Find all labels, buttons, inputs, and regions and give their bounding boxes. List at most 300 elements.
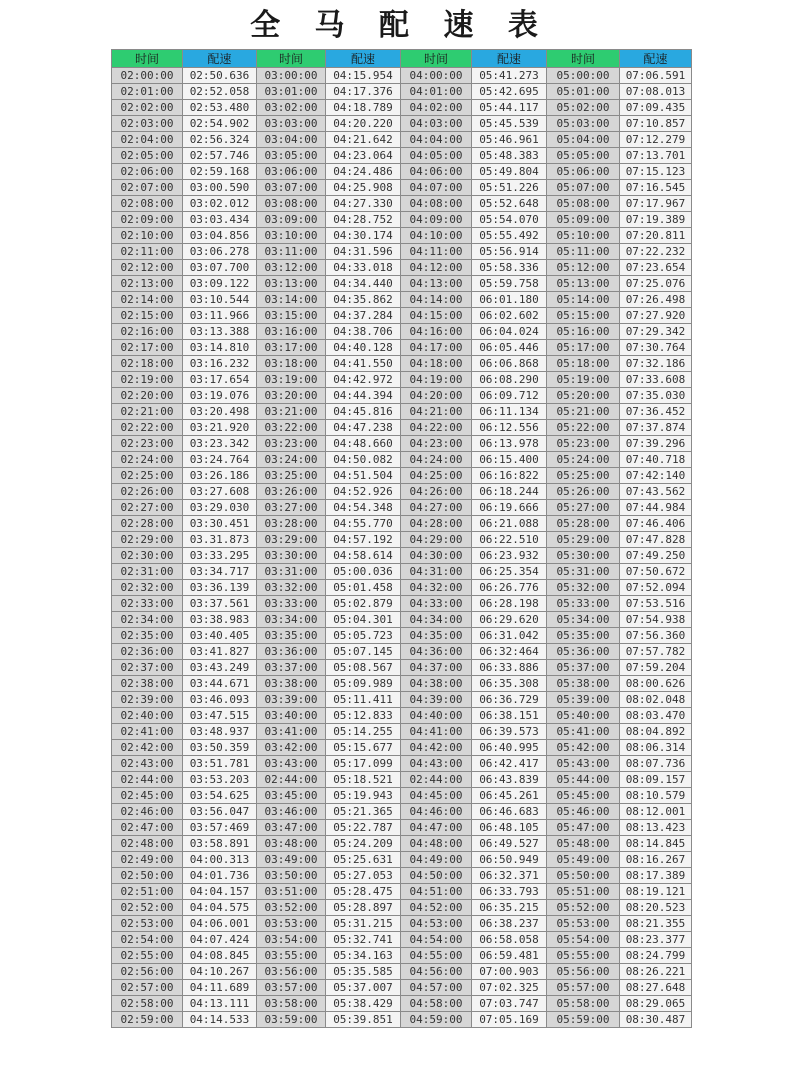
pace-cell: 08:26.221 (620, 964, 692, 980)
pace-cell: 02:54.902 (183, 116, 257, 132)
pace-cell: 04:44.394 (326, 388, 401, 404)
finish-time-cell: 04:48:00 (401, 836, 472, 852)
pace-cell: 05:44.117 (472, 100, 547, 116)
pace-cell: 05:42.695 (472, 84, 547, 100)
finish-time-cell: 03:27:00 (257, 500, 326, 516)
table-row (112, 628, 692, 644)
pace-cell: 03:27.608 (183, 484, 257, 500)
finish-time-cell: 02:54:00 (112, 932, 183, 948)
pace-cell: 04:23.064 (326, 148, 401, 164)
pace-cell: 05:07.145 (326, 644, 401, 660)
pace-cell: 06:43.839 (472, 772, 547, 788)
pace-cell: 07:15.123 (620, 164, 692, 180)
pace-cell: 07:53.516 (620, 596, 692, 612)
table-row (112, 244, 692, 260)
pace-cell: 03:50.359 (183, 740, 257, 756)
table-row (112, 164, 692, 180)
pace-cell: 07:26.498 (620, 292, 692, 308)
finish-time-cell: 02:41:00 (112, 724, 183, 740)
finish-time-cell: 03:48:00 (257, 836, 326, 852)
pace-cell: 05:02.879 (326, 596, 401, 612)
finish-time-cell: 02:58:00 (112, 996, 183, 1012)
finish-time-cell: 05:40:00 (547, 708, 620, 724)
pace-cell: 04:52.926 (326, 484, 401, 500)
table-header-row (112, 50, 692, 68)
pace-cell: 06:38.237 (472, 916, 547, 932)
table-row (112, 596, 692, 612)
pace-cell: 05:52.648 (472, 196, 547, 212)
finish-time-cell: 02:48:00 (112, 836, 183, 852)
finish-time-cell: 04:57:00 (401, 980, 472, 996)
table-row (112, 564, 692, 580)
pace-cell: 08:17.389 (620, 868, 692, 884)
pace-cell: 06:23.932 (472, 548, 547, 564)
pace-cell: 04:55.770 (326, 516, 401, 532)
finish-time-cell: 03:14:00 (257, 292, 326, 308)
table-row (112, 356, 692, 372)
finish-time-cell: 05:29:00 (547, 532, 620, 548)
pace-cell: 04:20.220 (326, 116, 401, 132)
finish-time-cell: 02:53:00 (112, 916, 183, 932)
table-row (112, 468, 692, 484)
pace-cell: 07:49.250 (620, 548, 692, 564)
finish-time-cell: 02:29:00 (112, 532, 183, 548)
finish-time-cell: 03:50:00 (257, 868, 326, 884)
finish-time-cell: 03:13:00 (257, 276, 326, 292)
finish-time-cell: 05:25:00 (547, 468, 620, 484)
pace-cell: 06:49.527 (472, 836, 547, 852)
pace-cell: 05:25.631 (326, 852, 401, 868)
finish-time-cell: 05:53:00 (547, 916, 620, 932)
pace-cell: 04:13.111 (183, 996, 257, 1012)
pace-cell: 04:37.284 (326, 308, 401, 324)
pace-cell: 04:11.689 (183, 980, 257, 996)
finish-time-cell: 03:04:00 (257, 132, 326, 148)
finish-time-cell: 05:08:00 (547, 196, 620, 212)
finish-time-cell: 02:24:00 (112, 452, 183, 468)
finish-time-cell: 02:46:00 (112, 804, 183, 820)
pace-cell: 06:29.620 (472, 612, 547, 628)
pace-cell: 05:04.301 (326, 612, 401, 628)
finish-time-cell: 03:07:00 (257, 180, 326, 196)
pace-cell: 06:39.573 (472, 724, 547, 740)
table-row (112, 996, 692, 1012)
pace-cell: 06:13.978 (472, 436, 547, 452)
pace-cell: 05:15.677 (326, 740, 401, 756)
table-row (112, 820, 692, 836)
finish-time-cell: 05:59:00 (547, 1012, 620, 1028)
finish-time-cell: 02:05:00 (112, 148, 183, 164)
finish-time-cell: 05:58:00 (547, 996, 620, 1012)
pace-cell: 06:50.949 (472, 852, 547, 868)
pace-cell: 05:19.943 (326, 788, 401, 804)
finish-time-cell: 05:03:00 (547, 116, 620, 132)
pace-cell: 07:46.406 (620, 516, 692, 532)
table-row (112, 884, 692, 900)
finish-time-cell: 05:07:00 (547, 180, 620, 196)
table-row (112, 196, 692, 212)
finish-time-cell: 02:42:00 (112, 740, 183, 756)
pace-cell: 06:19.666 (472, 500, 547, 516)
pace-cell: 08:14.845 (620, 836, 692, 852)
pace-cell: 07:33.608 (620, 372, 692, 388)
pace-cell: 08:09.157 (620, 772, 692, 788)
table-row (112, 852, 692, 868)
pace-cell: 04:42.972 (326, 372, 401, 388)
pace-cell: 07:50.672 (620, 564, 692, 580)
pace-cell: 06:32:464 (472, 644, 547, 660)
finish-time-cell: 05:47:00 (547, 820, 620, 836)
finish-time-cell: 02:33:00 (112, 596, 183, 612)
finish-time-cell: 03:37:00 (257, 660, 326, 676)
pace-cell: 03:13.388 (183, 324, 257, 340)
pace-cell: 06:01.180 (472, 292, 547, 308)
pace-cell: 03:10.544 (183, 292, 257, 308)
pace-cell: 03:57:469 (183, 820, 257, 836)
pace-cell: 04:17.376 (326, 84, 401, 100)
pace-cell: 07:17.967 (620, 196, 692, 212)
pace-cell: 04:58.614 (326, 548, 401, 564)
finish-time-cell: 04:41:00 (401, 724, 472, 740)
pace-cell: 06:32.371 (472, 868, 547, 884)
finish-time-cell: 05:30:00 (547, 548, 620, 564)
finish-time-cell: 04:06:00 (401, 164, 472, 180)
finish-time-cell: 02:47:00 (112, 820, 183, 836)
finish-time-cell: 05:42:00 (547, 740, 620, 756)
pace-cell: 03:16.232 (183, 356, 257, 372)
pace-cell: 07:44.984 (620, 500, 692, 516)
pace-cell: 07:32.186 (620, 356, 692, 372)
pace-cell: 03:29.030 (183, 500, 257, 516)
finish-time-cell: 02:11:00 (112, 244, 183, 260)
finish-time-cell: 02:32:00 (112, 580, 183, 596)
pace-cell: 07:03.747 (472, 996, 547, 1012)
pace-cell: 07:16.545 (620, 180, 692, 196)
finish-time-cell: 05:51:00 (547, 884, 620, 900)
finish-time-cell: 04:01:00 (401, 84, 472, 100)
pace-cell: 04:27.330 (326, 196, 401, 212)
table-row (112, 100, 692, 116)
finish-time-cell: 02:16:00 (112, 324, 183, 340)
finish-time-cell: 03:03:00 (257, 116, 326, 132)
pace-cell: 06:42.417 (472, 756, 547, 772)
pace-cell: 03:34.717 (183, 564, 257, 580)
pace-cell: 06:02.602 (472, 308, 547, 324)
finish-time-cell: 04:45:00 (401, 788, 472, 804)
table-row (112, 276, 692, 292)
pace-cell: 06:33.886 (472, 660, 547, 676)
finish-time-cell: 04:21:00 (401, 404, 472, 420)
finish-time-cell: 03:49:00 (257, 852, 326, 868)
finish-time-cell: 02:38:00 (112, 676, 183, 692)
finish-time-cell: 05:55:00 (547, 948, 620, 964)
finish-time-cell: 03:34:00 (257, 612, 326, 628)
header-time: 时间 (401, 50, 472, 68)
pace-cell: 08:06.314 (620, 740, 692, 756)
pace-cell: 08:24.799 (620, 948, 692, 964)
pace-cell: 03:44.671 (183, 676, 257, 692)
pace-cell: 05:11.411 (326, 692, 401, 708)
table-row (112, 724, 692, 740)
finish-time-cell: 04:33:00 (401, 596, 472, 612)
pace-cell: 05:55.492 (472, 228, 547, 244)
finish-time-cell: 04:34:00 (401, 612, 472, 628)
finish-time-cell: 05:19:00 (547, 372, 620, 388)
pace-cell: 05:59.758 (472, 276, 547, 292)
pace-cell: 02:53.480 (183, 100, 257, 116)
pace-cell: 04:34.440 (326, 276, 401, 292)
finish-time-cell: 04:42:00 (401, 740, 472, 756)
table-row (112, 84, 692, 100)
table-row (112, 148, 692, 164)
pace-cell: 03:17.654 (183, 372, 257, 388)
finish-time-cell: 03:19:00 (257, 372, 326, 388)
finish-time-cell: 02:04:00 (112, 132, 183, 148)
pace-cell: 06:28.198 (472, 596, 547, 612)
pace-cell: 07:20.811 (620, 228, 692, 244)
pace-cell: 04:51.504 (326, 468, 401, 484)
table-row (112, 532, 692, 548)
finish-time-cell: 02:56:00 (112, 964, 183, 980)
pace-cell: 07:37.874 (620, 420, 692, 436)
finish-time-cell: 02:09:00 (112, 212, 183, 228)
finish-time-cell: 03:43:00 (257, 756, 326, 772)
finish-time-cell: 04:25:00 (401, 468, 472, 484)
finish-time-cell: 05:48:00 (547, 836, 620, 852)
finish-time-cell: 02:44:00 (401, 772, 472, 788)
pace-cell: 07:27.920 (620, 308, 692, 324)
finish-time-cell: 05:36:00 (547, 644, 620, 660)
pace-cell: 07:19.389 (620, 212, 692, 228)
pace-cell: 05:00.036 (326, 564, 401, 580)
pace-cell: 08:23.377 (620, 932, 692, 948)
finish-time-cell: 03:01:00 (257, 84, 326, 100)
table-row (112, 292, 692, 308)
finish-time-cell: 03:25:00 (257, 468, 326, 484)
finish-time-cell: 02:19:00 (112, 372, 183, 388)
table-row (112, 804, 692, 820)
table-row (112, 404, 692, 420)
pace-cell: 08:20.523 (620, 900, 692, 916)
pace-cell: 05:09.989 (326, 676, 401, 692)
finish-time-cell: 05:38:00 (547, 676, 620, 692)
pace-cell: 07:29.342 (620, 324, 692, 340)
finish-time-cell: 03:53:00 (257, 916, 326, 932)
table-row (112, 212, 692, 228)
finish-time-cell: 03:11:00 (257, 244, 326, 260)
pace-cell: 05:05.723 (326, 628, 401, 644)
finish-time-cell: 04:58:00 (401, 996, 472, 1012)
finish-time-cell: 05:17:00 (547, 340, 620, 356)
pace-cell: 08:12.001 (620, 804, 692, 820)
finish-time-cell: 05:52:00 (547, 900, 620, 916)
finish-time-cell: 03:26:00 (257, 484, 326, 500)
pace-cell: 02:50.636 (183, 68, 257, 84)
pace-cell: 03:04.856 (183, 228, 257, 244)
finish-time-cell: 05:05:00 (547, 148, 620, 164)
table-row (112, 948, 692, 964)
table-row (112, 308, 692, 324)
finish-time-cell: 04:02:00 (401, 100, 472, 116)
pace-cell: 08:16.267 (620, 852, 692, 868)
header-time: 时间 (257, 50, 326, 68)
finish-time-cell: 02:17:00 (112, 340, 183, 356)
table-row (112, 676, 692, 692)
pace-cell: 03:38.983 (183, 612, 257, 628)
finish-time-cell: 03:54:00 (257, 932, 326, 948)
finish-time-cell: 02:49:00 (112, 852, 183, 868)
table-row (112, 372, 692, 388)
finish-time-cell: 03:40:00 (257, 708, 326, 724)
finish-time-cell: 03:24:00 (257, 452, 326, 468)
finish-time-cell: 05:16:00 (547, 324, 620, 340)
finish-time-cell: 05:45:00 (547, 788, 620, 804)
table-row (112, 436, 692, 452)
finish-time-cell: 04:50:00 (401, 868, 472, 884)
pace-cell: 03:23.342 (183, 436, 257, 452)
finish-time-cell: 02:37:00 (112, 660, 183, 676)
finish-time-cell: 04:30:00 (401, 548, 472, 564)
finish-time-cell: 04:00:00 (401, 68, 472, 84)
finish-time-cell: 05:22:00 (547, 420, 620, 436)
pace-cell: 06:04.024 (472, 324, 547, 340)
pace-cell: 07:35.030 (620, 388, 692, 404)
table-row (112, 260, 692, 276)
finish-time-cell: 05:02:00 (547, 100, 620, 116)
finish-time-cell: 05:26:00 (547, 484, 620, 500)
finish-time-cell: 04:22:00 (401, 420, 472, 436)
pace-cell: 05:41.273 (472, 68, 547, 84)
pace-cell: 04:14.533 (183, 1012, 257, 1028)
pace-cell: 06:33.793 (472, 884, 547, 900)
finish-time-cell: 02:34:00 (112, 612, 183, 628)
pace-cell: 06:16:822 (472, 468, 547, 484)
pace-cell: 07:54.938 (620, 612, 692, 628)
pace-cell: 05:54.070 (472, 212, 547, 228)
finish-time-cell: 04:15:00 (401, 308, 472, 324)
finish-time-cell: 04:14:00 (401, 292, 472, 308)
finish-time-cell: 05:46:00 (547, 804, 620, 820)
pace-cell: 02:59.168 (183, 164, 257, 180)
pace-cell: 06:26.776 (472, 580, 547, 596)
pace-cell: 04:08.845 (183, 948, 257, 964)
finish-time-cell: 04:46:00 (401, 804, 472, 820)
pace-cell: 07:59.204 (620, 660, 692, 676)
table-row (112, 868, 692, 884)
finish-time-cell: 03:18:00 (257, 356, 326, 372)
pace-cell: 04:48.660 (326, 436, 401, 452)
finish-time-cell: 02:06:00 (112, 164, 183, 180)
pace-cell: 06:46.683 (472, 804, 547, 820)
pace-cell: 04:57.192 (326, 532, 401, 548)
header-pace: 配速 (472, 50, 547, 68)
table-row (112, 772, 692, 788)
pace-cell: 03:43.249 (183, 660, 257, 676)
finish-time-cell: 05:33:00 (547, 596, 620, 612)
pace-cell: 06:11.134 (472, 404, 547, 420)
finish-time-cell: 03:15:00 (257, 308, 326, 324)
finish-time-cell: 04:13:00 (401, 276, 472, 292)
pace-cell: 08:10.579 (620, 788, 692, 804)
pace-cell: 05:35.585 (326, 964, 401, 980)
pace-cell: 06:15.400 (472, 452, 547, 468)
finish-time-cell: 04:12:00 (401, 260, 472, 276)
finish-time-cell: 03:58:00 (257, 996, 326, 1012)
pace-cell: 04:47.238 (326, 420, 401, 436)
finish-time-cell: 02:59:00 (112, 1012, 183, 1028)
finish-time-cell: 03:33:00 (257, 596, 326, 612)
finish-time-cell: 03:56:00 (257, 964, 326, 980)
pace-cell: 07:30.764 (620, 340, 692, 356)
finish-time-cell: 03:12:00 (257, 260, 326, 276)
pace-cell: 05:56.914 (472, 244, 547, 260)
pace-cell: 07:36.452 (620, 404, 692, 420)
finish-time-cell: 05:20:00 (547, 388, 620, 404)
finish-time-cell: 02:25:00 (112, 468, 183, 484)
table-row (112, 932, 692, 948)
table-row (112, 836, 692, 852)
finish-time-cell: 03:47:00 (257, 820, 326, 836)
table-row (112, 388, 692, 404)
finish-time-cell: 04:40:00 (401, 708, 472, 724)
pace-cell: 07:10.857 (620, 116, 692, 132)
finish-time-cell: 03:20:00 (257, 388, 326, 404)
pace-cell: 08:21.355 (620, 916, 692, 932)
pace-cell: 05:12.833 (326, 708, 401, 724)
finish-time-cell: 04:26:00 (401, 484, 472, 500)
pace-cell: 07:56.360 (620, 628, 692, 644)
finish-time-cell: 04:47:00 (401, 820, 472, 836)
pace-cell: 06:38.151 (472, 708, 547, 724)
header-time: 时间 (112, 50, 183, 68)
finish-time-cell: 02:01:00 (112, 84, 183, 100)
finish-time-cell: 04:49:00 (401, 852, 472, 868)
finish-time-cell: 03:35:00 (257, 628, 326, 644)
finish-time-cell: 04:08:00 (401, 196, 472, 212)
finish-time-cell: 03:09:00 (257, 212, 326, 228)
finish-time-cell: 04:04:00 (401, 132, 472, 148)
finish-time-cell: 03:55:00 (257, 948, 326, 964)
pace-cell: 08:03.470 (620, 708, 692, 724)
finish-time-cell: 02:03:00 (112, 116, 183, 132)
pace-cell: 06:21.088 (472, 516, 547, 532)
finish-time-cell: 02:23:00 (112, 436, 183, 452)
finish-time-cell: 04:35:00 (401, 628, 472, 644)
table-row (112, 740, 692, 756)
table-row (112, 612, 692, 628)
finish-time-cell: 05:39:00 (547, 692, 620, 708)
pace-cell: 04:06.001 (183, 916, 257, 932)
pace-cell: 02:56.324 (183, 132, 257, 148)
finish-time-cell: 04:59:00 (401, 1012, 472, 1028)
finish-time-cell: 03:52:00 (257, 900, 326, 916)
pace-cell: 03.31.873 (183, 532, 257, 548)
pace-cell: 03:24.764 (183, 452, 257, 468)
pace-cell: 04:45.816 (326, 404, 401, 420)
table-row (112, 500, 692, 516)
table-row (112, 580, 692, 596)
pace-cell: 04:24.486 (326, 164, 401, 180)
finish-time-cell: 02:13:00 (112, 276, 183, 292)
finish-time-cell: 02:08:00 (112, 196, 183, 212)
pace-cell: 07:23.654 (620, 260, 692, 276)
finish-time-cell: 02:39:00 (112, 692, 183, 708)
pace-cell: 04:30.174 (326, 228, 401, 244)
finish-time-cell: 02:44:00 (257, 772, 326, 788)
finish-time-cell: 05:15:00 (547, 308, 620, 324)
finish-time-cell: 04:55:00 (401, 948, 472, 964)
finish-time-cell: 04:29:00 (401, 532, 472, 548)
